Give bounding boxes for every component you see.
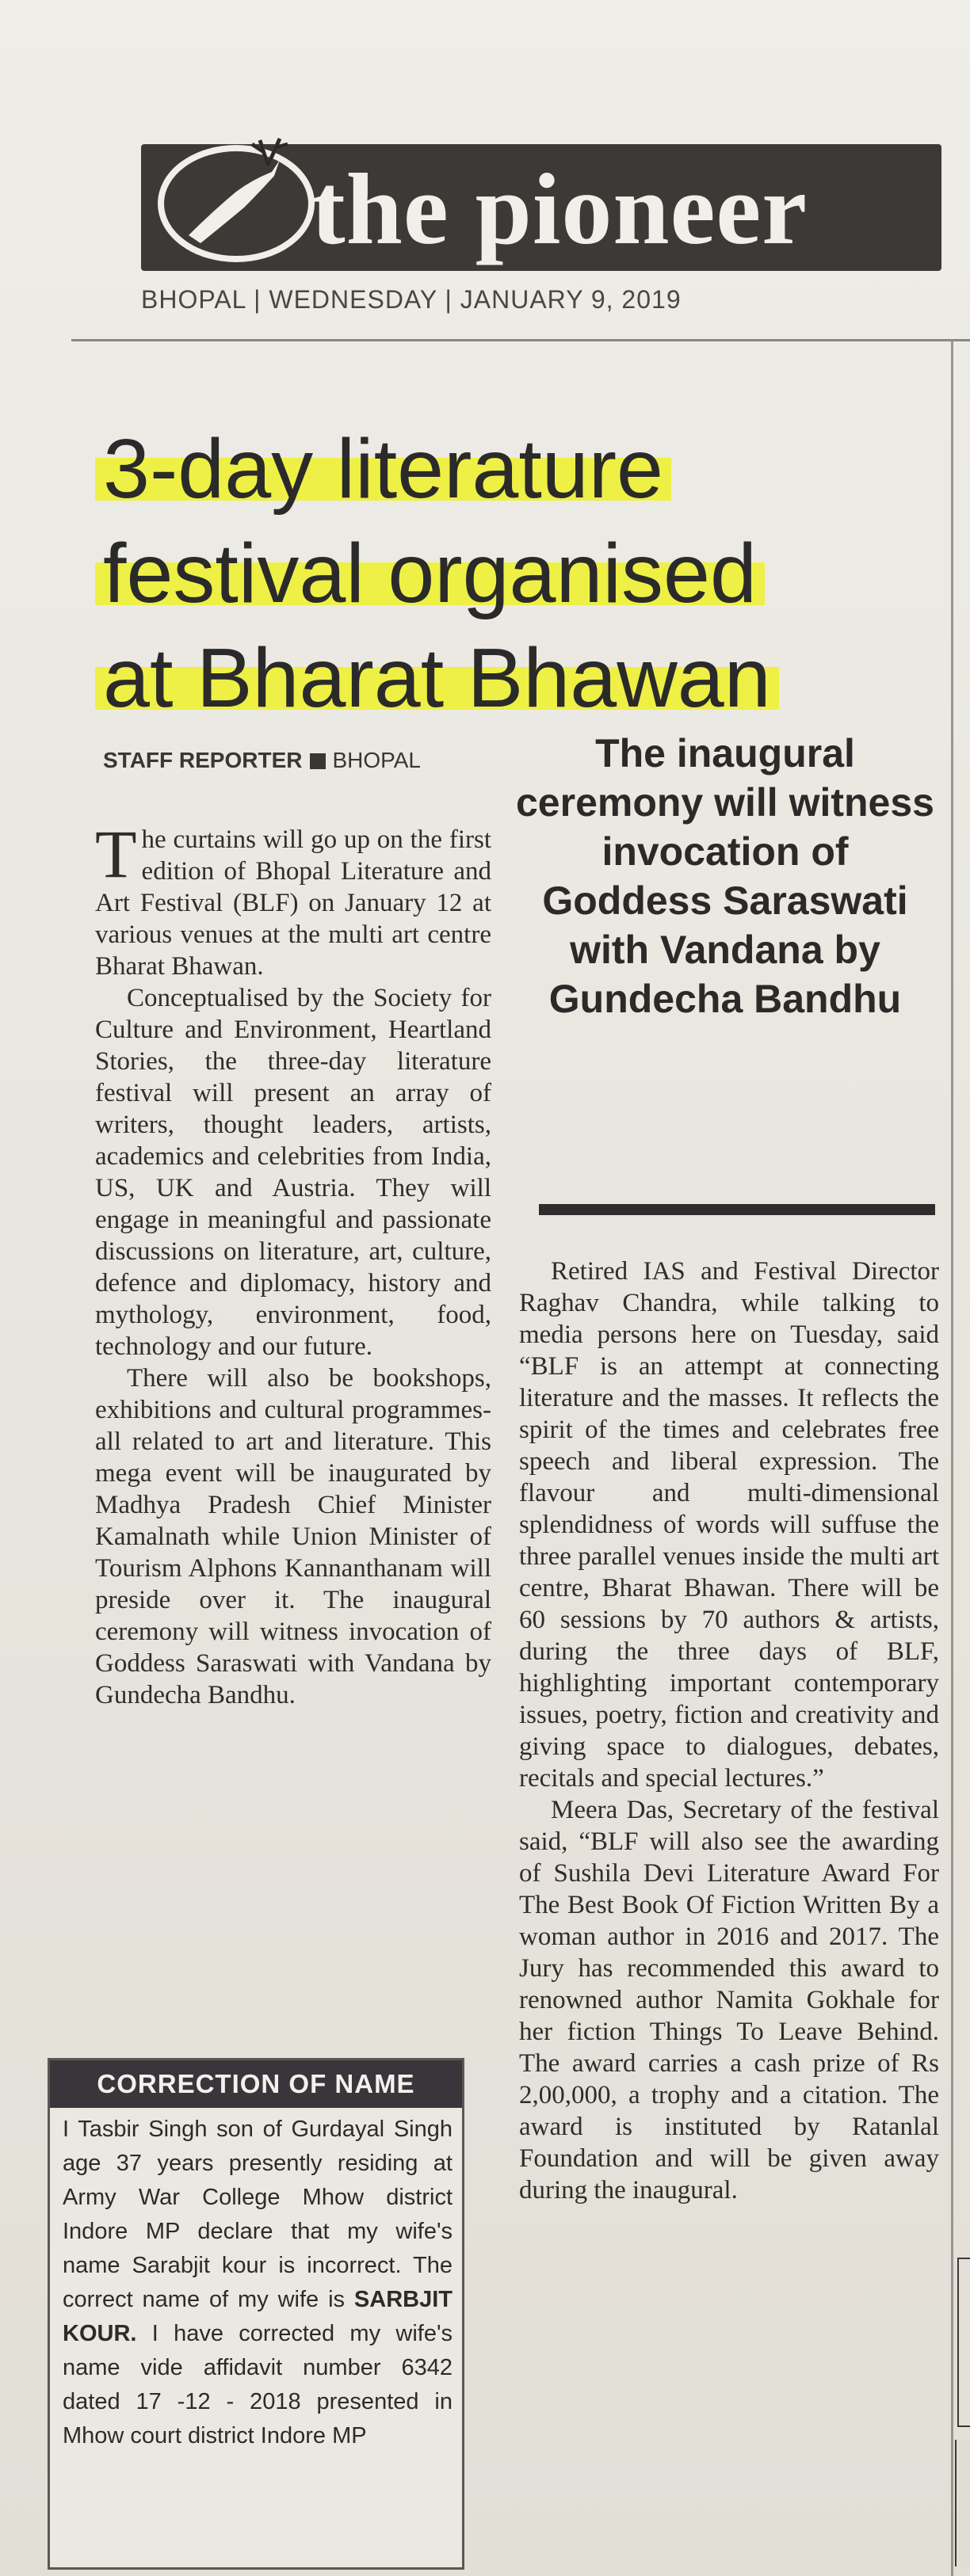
paragraph-3: There will also be bookshops, exhibitions and cultural programmes- all related to art and literature. This mega event will be inaugurated by Madhya Pradesh Chief Minister Kamalnath while Union Minister of Tourism Alphons Kannanthanam will preside over it. The inaugural ceremony will witness invocation of Goddess Saraswati with Vandana by Gundecha Bandhu. — [95, 1364, 491, 1709]
pull-quote: The inaugural ceremony will witness invocation of Goddess Saraswati with Vandana by Gundecha Bandhu — [516, 731, 934, 1021]
paragraph-5: Meera Das, Secretary of the festival said, “BLF will also see the awarding of Sushila Devi Literature Award For The Best Book Of Fiction Written By a woman author in 2016 and 2017. The Jury has recommended this award to renowned author Namita Gokhale for her fiction Things To Leave Behind. The award carries a cash prize of Rs 2,00,000, a trophy and a citation. The award is instituted by Ratanlal Foundation and will be given away during the inaugural. — [519, 1796, 939, 2204]
classified-title: CORRECTION OF NAME — [50, 2060, 462, 2108]
article-column-right — [519, 1256, 939, 2206]
publication-name: the pioneer — [311, 153, 808, 265]
adjacent-column-fragment — [955, 2440, 970, 2566]
dateline: BHOPAL | WEDNESDAY | JANUARY 9, 2019 — [141, 285, 682, 314]
byline — [103, 748, 421, 773]
pull-quote-rule — [539, 1204, 935, 1215]
article-column-left — [95, 816, 491, 1711]
classified-notice — [48, 2058, 464, 2570]
headline-line-2: festival organised — [95, 527, 765, 620]
masthead — [141, 144, 941, 271]
drop-cap: T — [95, 816, 137, 892]
headline-line-1: 3-day literature — [95, 422, 671, 516]
column-divider — [951, 341, 953, 2576]
headline-line-3: at Bharat Bhawan — [95, 631, 779, 725]
classified-text: I Tasbir Singh son of Gurdayal Singh age 37 years presently residing at Army War College Mhow district Indore MP declare that my wife's name Sarabjit kour is incorrect. The correct name of my wife is SARBJIT KOUR. I have corrected my wife's name vide affidavit number 6342 dated 17 -12 - 2018 presented in Mhow court district Indore MP — [63, 2117, 453, 2448]
adjacent-column-box — [957, 2258, 970, 2427]
deer-emblem-icon — [141, 116, 323, 267]
paragraph-2: Conceptualised by the Society for Culture and Environment, Heartland Stories, the three-day literature festival will present an array of writers, thought leaders, artists, academics and celebrities from India, US, UK and Austria. They will engage in meaningful and passionate discussions on literature, art, culture, defence and diplomacy, history and mythology, environment, food, technology and our future. — [95, 984, 491, 1361]
byline-place: BHOPAL — [332, 748, 422, 772]
paragraph-1: The curtains will go up on the first edition of Bhopal Literature and Art Festival (BLF) on January 12 at various venues at the multi art centre Bharat Bhawan. — [95, 816, 491, 981]
square-bullet-icon — [310, 753, 326, 769]
byline-author: STAFF REPORTER — [103, 748, 303, 772]
paragraph-4: Retired IAS and Festival Director Raghav Chandra, while talking to media persons here on Tuesday, said “BLF is an attempt at connecting literature and the masses. It reflects the spirit of the times and celebrates free speech and liberal expression. The flavour and multi-dimensional splendidness of words will suffuse the three parallel venues inside the multi art centre, Bharat Bhawan. There will be 60 sessions by 70 authors & artists, during the three days of BLF, highlighting important contemporary issues, poetry, fiction and creativity and giving space to dialogues, debates, recitals and special lectures.” — [519, 1257, 939, 1793]
divider — [71, 339, 970, 341]
correct-name: SARBJIT KOUR. — [63, 2287, 453, 2346]
headline — [95, 417, 935, 730]
